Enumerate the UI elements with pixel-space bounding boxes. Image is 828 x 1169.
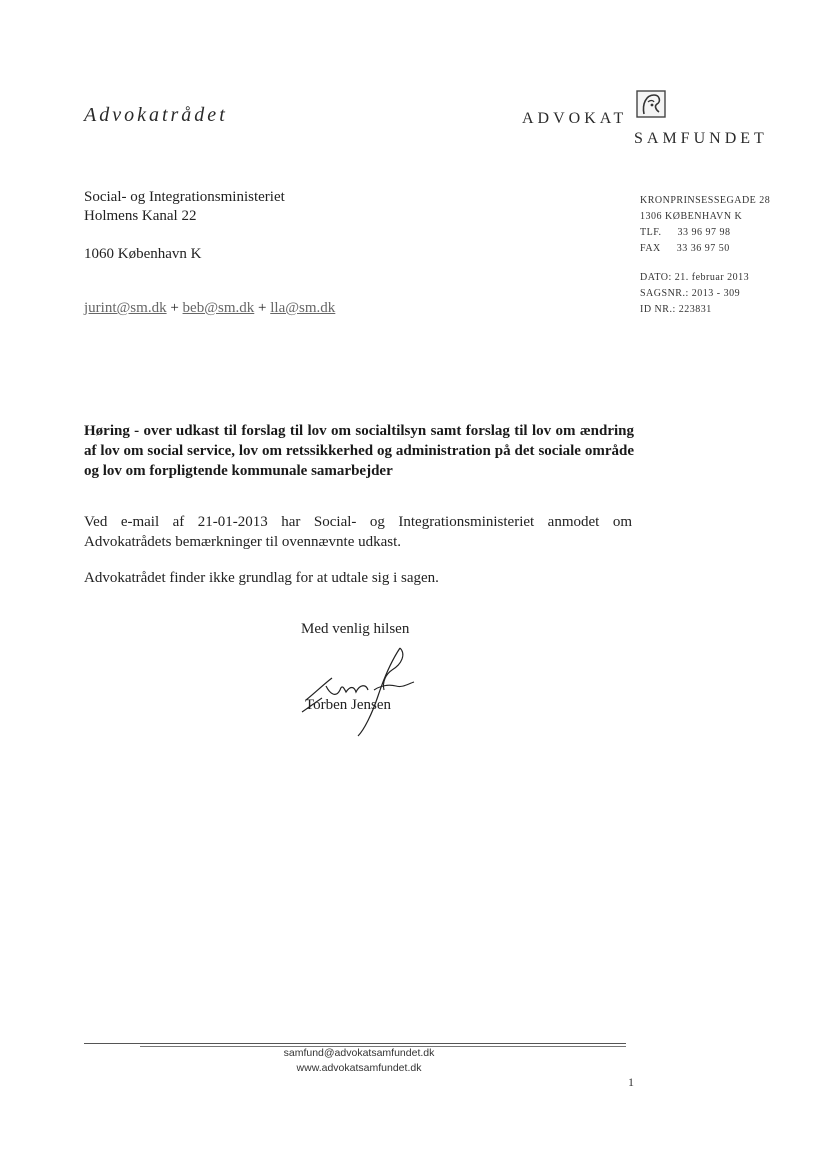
letter-date bbox=[640, 272, 749, 283]
footer-divider bbox=[84, 1043, 626, 1044]
fax-number: 33 36 97 50 bbox=[676, 243, 730, 254]
fax-label: FAX bbox=[640, 243, 661, 254]
email-link-jurint[interactable]: jurint@sm.dk bbox=[84, 300, 167, 316]
recipient-emails bbox=[84, 300, 335, 317]
date-label: DATO: bbox=[640, 272, 672, 283]
sender-street: KRONPRINSESSEGADE 28 bbox=[640, 195, 771, 206]
email-link-beb[interactable]: beb@sm.dk bbox=[182, 300, 255, 316]
recipient-name: Social- og Integrationsministeriet bbox=[84, 189, 285, 205]
id-value: 223831 bbox=[678, 304, 712, 315]
sender-fax bbox=[640, 243, 730, 254]
date-value: 21. februar 2013 bbox=[674, 272, 750, 283]
recipient-street: Holmens Kanal 22 bbox=[84, 208, 197, 224]
id-label: ID NR.: bbox=[640, 304, 676, 315]
letter-subject: Høring - over udkast til forslag til lov om socialtilsyn samt forslag til lov om ændring af lov om social service, lov om retssikkerhed og administration på det sociale område og lov om forpligtende kommunale samarbejder bbox=[84, 423, 634, 479]
phone-label: TLF. bbox=[640, 227, 662, 238]
email-separator: + bbox=[258, 300, 267, 316]
organization-name: Advokatrådet bbox=[84, 104, 228, 126]
case-value: 2013 - 309 bbox=[691, 288, 741, 299]
case-label: SAGSNR.: bbox=[640, 288, 689, 299]
logo-text-advokat: ADVOKAT bbox=[522, 110, 628, 127]
page-number: 1 bbox=[628, 1075, 634, 1089]
email-link-lla[interactable]: lla@sm.dk bbox=[270, 300, 336, 316]
footer-website[interactable]: www.advokatsamfundet.dk bbox=[296, 1062, 422, 1074]
sender-phone bbox=[640, 227, 730, 238]
logo-text-samfundet: SAMFUNDET bbox=[634, 130, 768, 147]
email-separator: + bbox=[170, 300, 179, 316]
advokatsamfundet-logo-icon bbox=[636, 90, 666, 118]
body-paragraph-2: Advokatrådet finder ikke grundlag for at udtale sig i sagen. bbox=[84, 570, 439, 586]
body-paragraph-1: Ved e-mail af 21-01-2013 har Social- og Integrationsministeriet anmodet om Advokatrådets bemærkninger til ovennævnte udkast. bbox=[84, 514, 632, 550]
case-number bbox=[640, 288, 740, 299]
closing-greeting: Med venlig hilsen bbox=[301, 621, 410, 637]
handwritten-signature bbox=[296, 640, 426, 740]
id-number bbox=[640, 304, 712, 315]
recipient-city: 1060 København K bbox=[84, 246, 202, 262]
footer-email[interactable]: samfund@advokatsamfundet.dk bbox=[283, 1047, 435, 1059]
signer-name: Torben Jensen bbox=[305, 697, 392, 713]
phone-number: 33 96 97 98 bbox=[677, 227, 731, 238]
sender-city: 1306 KØBENHAVN K bbox=[640, 211, 743, 222]
